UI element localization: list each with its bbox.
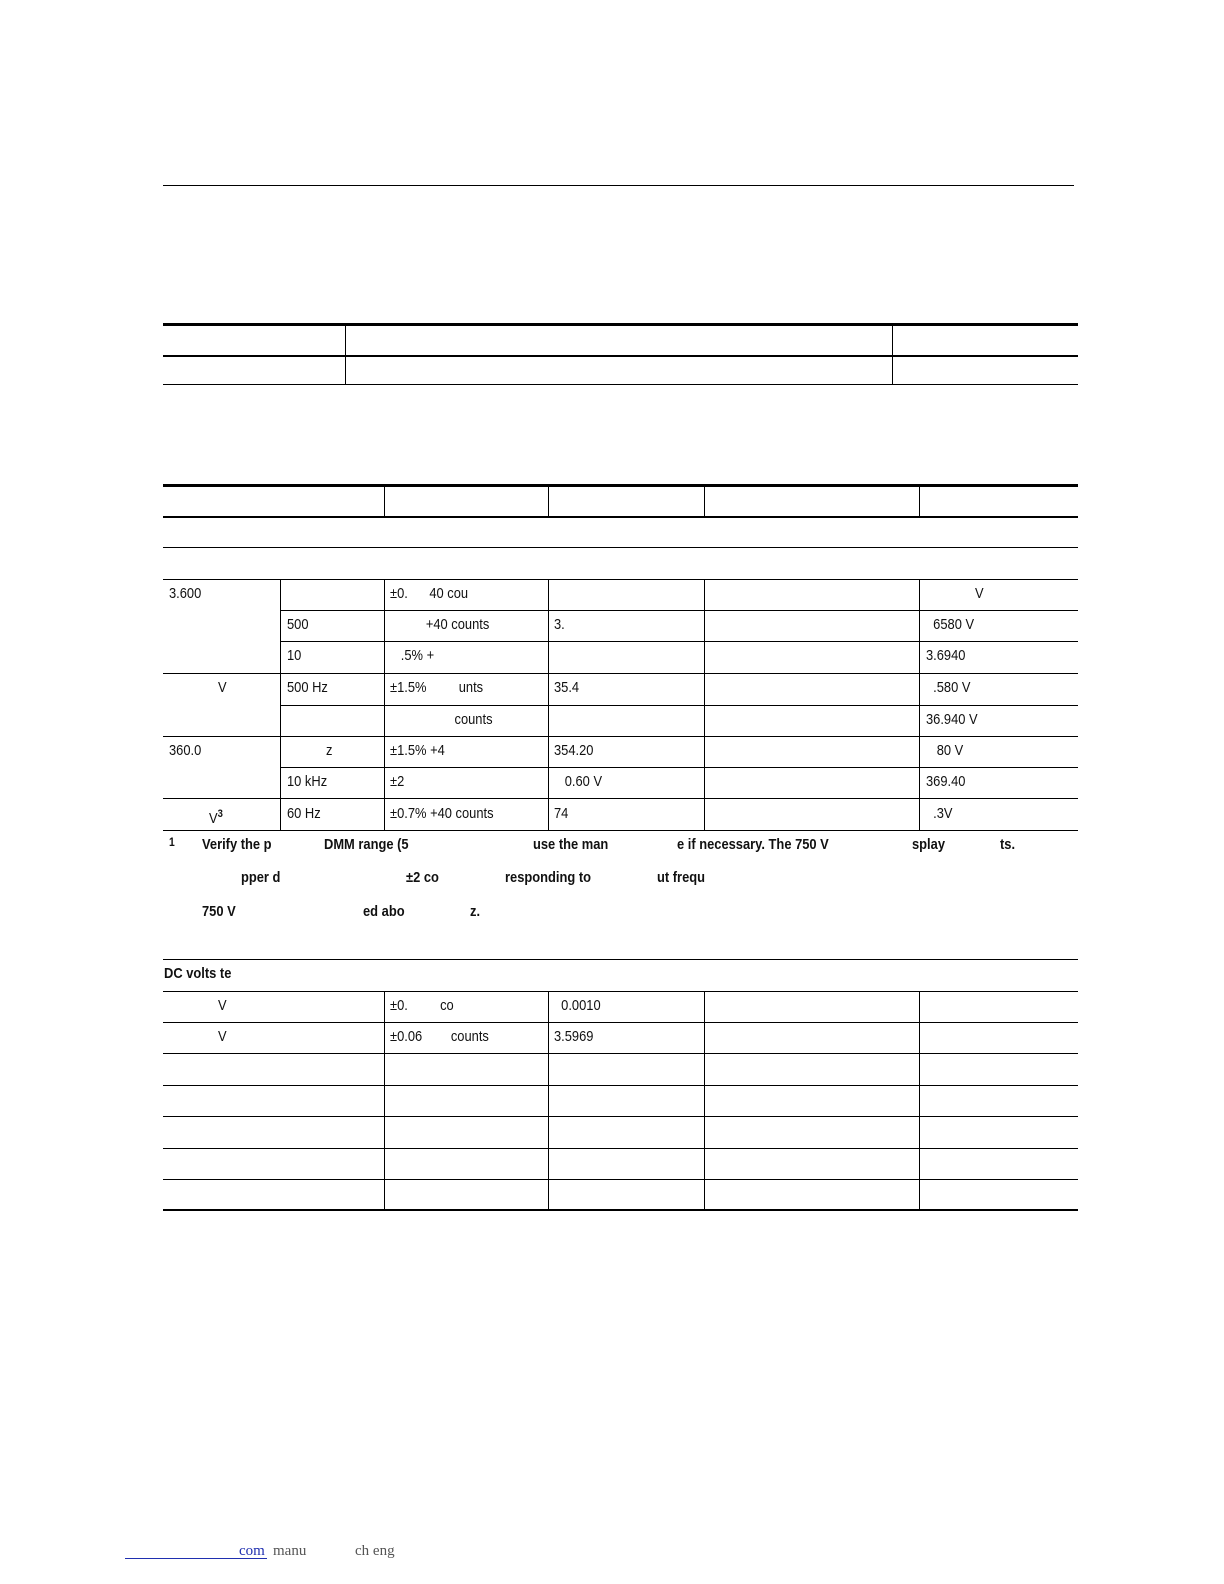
- cell-range: V: [218, 679, 227, 696]
- cell-low-limit: 354.20: [554, 742, 594, 759]
- row-rule: [163, 579, 1078, 580]
- row-rule: [163, 1085, 1078, 1086]
- footnote-text: Verify the p: [202, 836, 272, 853]
- dc-section-heading: DC volts te: [164, 965, 232, 982]
- row-rule: [163, 991, 1078, 992]
- row-rule: [280, 641, 1078, 642]
- row-rule: [163, 1053, 1078, 1054]
- cell-range: V: [218, 997, 227, 1014]
- cell-range-value: V: [209, 810, 218, 827]
- footnote-text: e if necessary. The 750 V: [677, 836, 829, 853]
- dc-section-top-border: [163, 959, 1078, 960]
- table2-col-divider: [384, 486, 385, 517]
- cell-high-limit: 80 V: [926, 742, 964, 759]
- cell-high-limit: .580 V: [926, 679, 971, 696]
- table1-header-border: [163, 355, 1078, 357]
- col-divider: [919, 991, 920, 1210]
- col-divider: [384, 991, 385, 1210]
- table2-header-border: [163, 516, 1078, 518]
- table1-col-divider: [345, 325, 346, 385]
- footnote-text: ut frequ: [657, 869, 706, 886]
- footnote-text: responding to: [505, 869, 591, 886]
- cell-tolerance: ±1.5% unts: [390, 679, 484, 696]
- cell-tolerance: ±1.5% +4: [390, 742, 445, 759]
- footnote-marker: 1: [169, 835, 175, 849]
- col-divider: [548, 991, 549, 1210]
- cell-frequency: z: [326, 742, 333, 759]
- cell-high-limit: V: [975, 585, 984, 602]
- cell-tolerance: counts: [390, 711, 493, 728]
- table2-col-divider: [548, 486, 549, 517]
- cell-range: 3.600: [169, 585, 202, 602]
- col-divider: [704, 991, 705, 1210]
- cell-tolerance: ±0.7% +40 counts: [390, 805, 494, 822]
- col-divider: [919, 579, 920, 831]
- col-divider: [704, 579, 705, 831]
- cell-tolerance: .5% +: [390, 647, 435, 664]
- footnote-text: 750 V: [202, 903, 236, 920]
- footer-text: ch eng: [355, 1543, 395, 1559]
- table2-section-border: [163, 547, 1078, 548]
- cell-high-limit: 36.940 V: [926, 711, 978, 728]
- footer-link[interactable]: com: [239, 1543, 265, 1559]
- footnote-text: splay: [912, 836, 945, 853]
- table1-bottom-border: [163, 384, 1078, 385]
- cell-tolerance: +40 counts: [390, 616, 490, 633]
- row-rule: [280, 767, 1078, 768]
- footnote-text: pper d: [241, 869, 281, 886]
- cell-tolerance: ±0. co: [390, 997, 454, 1014]
- cell-frequency: 10: [287, 647, 302, 664]
- col-divider: [280, 579, 281, 831]
- cell-range: [209, 805, 223, 828]
- cell-frequency: 500 Hz: [287, 679, 328, 696]
- row-rule: [163, 736, 1078, 737]
- cell-high-limit: 3.6940: [926, 647, 966, 664]
- footnote-text: DMM range (5: [324, 836, 409, 853]
- cell-range: 360.0: [169, 742, 202, 759]
- cell-low-limit: 3.5969: [554, 1028, 594, 1045]
- cell-low-limit: 3.: [554, 616, 565, 633]
- cell-high-limit: 6580 V: [926, 616, 975, 633]
- footnote-text: ts.: [1000, 836, 1016, 853]
- row-rule: [280, 705, 1078, 706]
- cell-low-limit: 0.60 V: [554, 773, 603, 790]
- cell-tolerance: ±2: [390, 773, 405, 790]
- row-rule: [163, 1148, 1078, 1149]
- row-rule: [163, 1116, 1078, 1117]
- table2-col-divider: [704, 486, 705, 517]
- footnote-text: use the man: [533, 836, 609, 853]
- top-rule: [163, 185, 1074, 186]
- table2-col-divider: [919, 486, 920, 517]
- cell-low-limit: 0.0010: [554, 997, 601, 1014]
- footnote-text: ±2 co: [406, 869, 439, 886]
- col-divider: [548, 579, 549, 831]
- row-rule: [163, 1022, 1078, 1023]
- cell-tolerance: ±0. 40 cou: [390, 585, 469, 602]
- cell-frequency: 60 Hz: [287, 805, 321, 822]
- row-rule: [163, 1179, 1078, 1180]
- row-rule: [163, 798, 1078, 799]
- table2-top-border: [163, 484, 1078, 487]
- row-rule: [280, 610, 1078, 611]
- row-rule: [163, 673, 1078, 674]
- cell-high-limit: .3V: [926, 805, 953, 822]
- footnote-text: z.: [470, 903, 481, 920]
- footnote-text: ed abo: [363, 903, 405, 920]
- cell-frequency: 500: [287, 616, 309, 633]
- cell-range: V: [218, 1028, 227, 1045]
- row-rule: [163, 830, 1078, 831]
- cell-high-limit: 369.40: [926, 773, 966, 790]
- footnote-ref: 3: [217, 808, 223, 820]
- col-divider: [384, 579, 385, 831]
- table2-bottom-border: [163, 1209, 1078, 1211]
- cell-low-limit: 35.4: [554, 679, 580, 696]
- footer-text: manu: [273, 1543, 307, 1559]
- cell-tolerance: ±0.06 counts: [390, 1028, 489, 1045]
- table1-top-border: [163, 323, 1078, 326]
- cell-low-limit: 74: [554, 805, 569, 822]
- cell-frequency: 10 kHz: [287, 773, 328, 790]
- table1-col-divider: [892, 325, 893, 385]
